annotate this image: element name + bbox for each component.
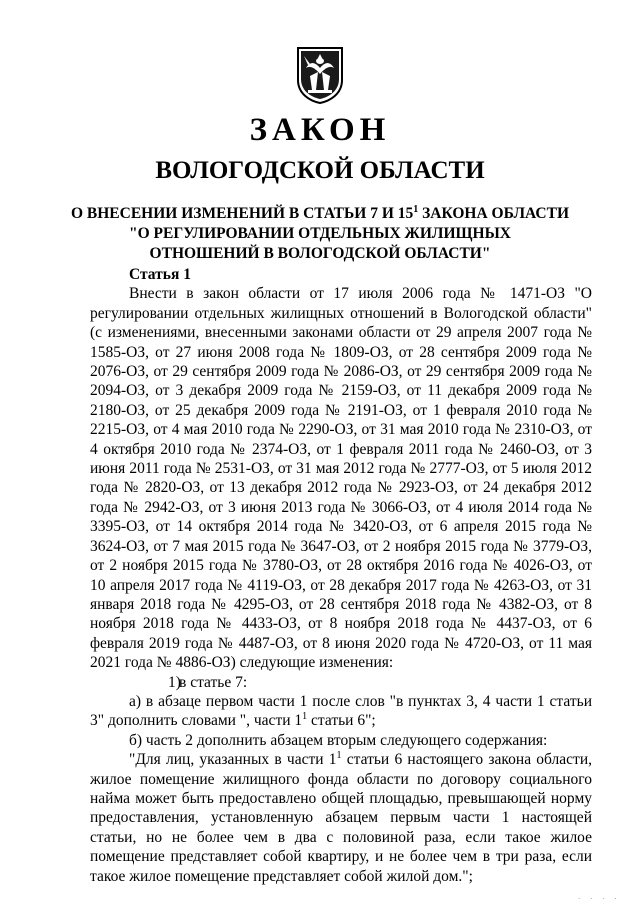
item-1 <box>90 673 592 692</box>
quoted-amendment: "Для лиц, указанных в части $1^1$ статьи 6 настоящего закона области, жилое помещение жилищного фонда области по договору социального найма может быть предоставлено общей площадью, превышающей норму предоставления, установленную абзацем первым части 1 настоящей статьи, но не более чем в два с половиной раза, если такое жилое помещение представляет собой квартиру, и не более чем в три раза, если такое жилое помещение представляет собой жилой дом."; <box>90 750 592 885</box>
coat-of-arms-emblem <box>296 46 344 104</box>
subitem-a: а) в абзаце первом части 1 после слов "в пунктах 3, 4 части 1 статьи 3" дополнить словами ", части $1^1$ статьи 6"; <box>90 692 592 730</box>
item-1-number: 1) <box>168 673 181 691</box>
subject-line-3: ОТНОШЕНИЙ В ВОЛОГОДСКОЙ ОБЛАСТИ" <box>149 245 491 262</box>
region-title: ВОЛОГОДСКОЙ ОБЛАСТИ <box>155 157 485 184</box>
subject-line-1: О ВНЕСЕНИИ ИЗМЕНЕНИЙ В СТАТЬИ 7 И $15^1$ ЗАКОНА ОБЛАСТИ <box>70 204 570 222</box>
footer-marks: · · · · <box>578 895 621 903</box>
law-subject-heading <box>0 204 640 264</box>
subitem-b: б) часть 2 дополнить абзацем вторым следующего содержания: <box>129 731 548 749</box>
article-body <box>90 265 592 886</box>
item-1-text: в статье 7: <box>179 673 248 691</box>
subject-line-2: "О РЕГУЛИРОВАНИИ ОТДЕЛЬНЫХ ЖИЛИЩНЫХ <box>128 225 511 242</box>
article-intro-paragraph: Внести в закон области от 17 июля 2006 года № 1471-ОЗ "О регулировании отдельных жилищных отношений в Вологодской области" (с изменениями, внесенными законами области от 29 апреля 2007 года № 1585-ОЗ, от 27 июня 2008 года № 1809-ОЗ, от 28 сентября 2009 года № 2076-ОЗ, от 29 сентября 2009 года № 2086-ОЗ, от 29 сентября 2009 года № 2094-ОЗ, от 3 декабря 2009 года № 2159-ОЗ, от 11 декабря 2009 года № 2180-ОЗ, от 25 декабря 2009 года № 2191-ОЗ, от 1 февраля 2010 года № 2215-ОЗ, от 4 мая 2010 года № 2290-ОЗ, от 31 мая 2010 года № 2310-ОЗ, от 4 октября 2010 года № 2374-ОЗ, от 1 февраля 2011 года № 2460-ОЗ, от 3 июня 2011 года № 2531-ОЗ, от 31 мая 2012 года № 2777-ОЗ, от 5 июля 2012 года № 2820-ОЗ, от 13 декабря 2012 года № 2923-ОЗ, от 24 декабря 2012 года № 2942-ОЗ, от 3 июня 2013 года № 3066-ОЗ, от 4 июля 2014 года № 3395-ОЗ, от 14 октября 2014 года № 3420-ОЗ, от 6 апреля 2015 года № 3624-ОЗ, от 7 мая 2015 года № 3647-ОЗ, от 2 ноября 2015 года № 3779-ОЗ, от 2 ноября 2015 года № 3780-ОЗ, от 28 октября 2016 года № 4026-ОЗ, от 10 апреля 2017 года № 4119-ОЗ, от 28 декабря 2017 года № 4263-ОЗ, от 31 января 2018 года № 4295-ОЗ, от 28 сентября 2018 года № 4382-ОЗ, от 8 ноября 2018 года № 4433-ОЗ, от 8 ноября 2018 года № 4437-ОЗ, от 6 февраля 2019 года № 4487-ОЗ, от 8 июня 2020 года № 4720-ОЗ, от 11 мая 2021 года № 4886-ОЗ) следующие изменения: <box>90 285 592 672</box>
law-title: ЗАКОН <box>249 112 391 148</box>
article-title: Статья 1 <box>129 266 191 283</box>
